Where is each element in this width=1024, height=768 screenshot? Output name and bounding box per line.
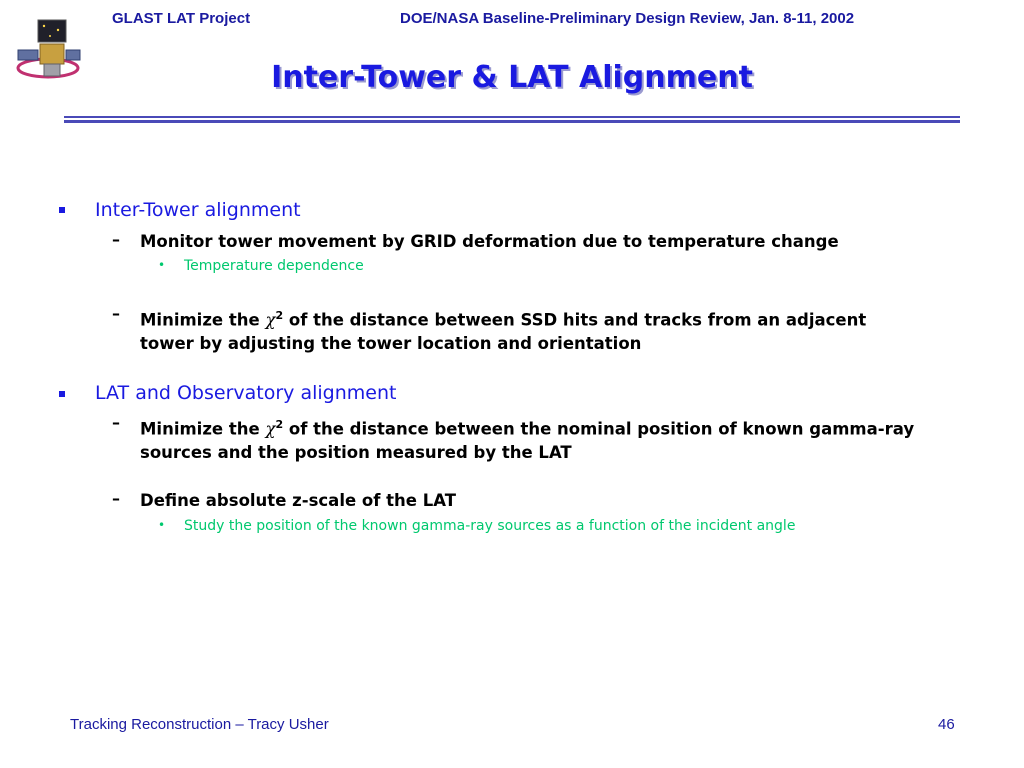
chi-symbol: χ — [265, 419, 276, 439]
slide-title: Inter-Tower & LAT Alignment — [271, 60, 753, 95]
chi-symbol: χ — [265, 310, 276, 330]
dash-bullet: – — [112, 413, 120, 432]
header-review: DOE/NASA Baseline-Preliminary Design Review, Jan. 8-11, 2002 — [400, 10, 855, 27]
chi-prefix: Minimize the — [140, 310, 260, 330]
chi-line1: of the distance between SSD hits and tracks from an adjacent — [288, 310, 867, 330]
page-number: 46 — [938, 716, 955, 733]
title-rule-thick — [64, 120, 960, 123]
sub-minimize-chi2-towers — [140, 304, 866, 355]
sub-monitor-tower: Monitor tower movement by GRID deformation due to temperature change — [140, 232, 839, 251]
dash-bullet: – — [112, 230, 120, 249]
sub-minimize-chi2-sources — [140, 413, 914, 464]
chi-line2: sources and the position measured by the LAT — [140, 442, 572, 462]
dash-bullet: – — [112, 304, 120, 323]
bullet-inter-tower: Inter-Tower alignment — [95, 199, 301, 221]
dash-bullet: – — [112, 489, 120, 508]
chi-line2: tower by adjusting the tower location and orientation — [140, 333, 642, 353]
header-project: GLAST LAT Project — [112, 10, 251, 27]
sub-define-z-scale: Define absolute z-scale of the LAT — [140, 491, 456, 510]
chi-exponent: 2 — [275, 418, 284, 431]
bullet-square — [59, 391, 65, 397]
chi-exponent: 2 — [275, 309, 284, 322]
title-rule — [64, 116, 960, 118]
dot-bullet: • — [158, 258, 166, 272]
footer-author: Tracking Reconstruction – Tracy Usher — [70, 716, 329, 733]
chi-line1: of the distance between the nominal position of known gamma-ray — [288, 419, 915, 439]
bullet-lat-observatory: LAT and Observatory alignment — [95, 382, 397, 404]
bullet-square — [59, 207, 65, 213]
chi-prefix: Minimize the — [140, 419, 260, 439]
detail-temperature: Temperature dependence — [184, 258, 364, 274]
dot-bullet: • — [158, 518, 166, 532]
detail-incident-angle: Study the position of the known gamma-ray sources as a function of the incident angle — [184, 518, 796, 534]
